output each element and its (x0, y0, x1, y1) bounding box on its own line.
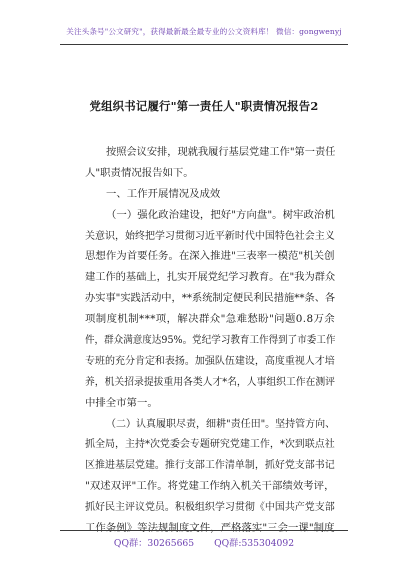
document-line: （一）强化政治建设，把好"方向盘"。树牢政治机 (106, 208, 335, 221)
document-line: 抓全局，主持*次党委会专题研究党建工作，*次到联点社 (85, 438, 335, 451)
header-banner: 关注头条号"公文研究"，获得最新最全最专业的公文资料库！ 微信：gongwenyj (66, 27, 342, 36)
document-line: 件，群众满意度达95%。党纪学习教育工作得到了市委工作 (85, 334, 336, 347)
document-line: 养，机关招录提拔重用各类人才*名，人事组织工作在测评 (85, 375, 335, 388)
document-line: 思想作为首要任务。在深入推进"三表率一模范"机关创 (85, 250, 335, 263)
document-line: 抓好民主评议党员。积极组织学习贯彻《中国共产党支部 (85, 501, 335, 514)
document-line: "双述双评"工作。将党建工作纳入机关干部绩效考评， (85, 480, 335, 493)
header-divider (60, 44, 348, 45)
document-line: （二）认真履职尽责，细耕"责任田"。坚持管方向、 (106, 417, 336, 430)
document-line: 专班的充分肯定和表扬。加强队伍建设，高度重视人才培 (85, 354, 335, 367)
footer-qq-group-2: QQ群:535304092 (214, 538, 295, 549)
document-line: 人"职责情况报告如下。 (85, 166, 194, 179)
document-line: 建工作的基础上，扎实开展党纪学习教育。在"我为群众 (85, 271, 336, 284)
document-body (85, 142, 335, 539)
document-line: 办实事"实践活动中，**系统制定便民利民措施**条、各 (85, 292, 336, 305)
document-line: 一、工作开展情况及成效 (106, 187, 221, 200)
document-line: 区推进基层党建。推行支部工作清单制，抓好党支部书记 (85, 459, 335, 472)
document-title: 党组织书记履行"第一责任人"职责情况报告2 (89, 99, 319, 113)
footer-divider (60, 530, 348, 531)
footer-qq-group-1: QQ群：30265665 (113, 538, 195, 549)
document-line: 工作条例》等法规制度文件，严格落实"三会一课"制度 (85, 522, 335, 535)
document-line: 关意识，始终把学习贯彻习近平新时代中国特色社会主义 (85, 229, 335, 242)
document-line: 按照会议安排，现就我履行基层党建工作"第一责任 (106, 146, 336, 158)
footer-contact (0, 535, 408, 549)
document-line: 中排全市第一。 (85, 396, 158, 409)
document-line: 项制度机制***项，解决群众"急难愁盼"问题0.8万余 (85, 313, 336, 326)
